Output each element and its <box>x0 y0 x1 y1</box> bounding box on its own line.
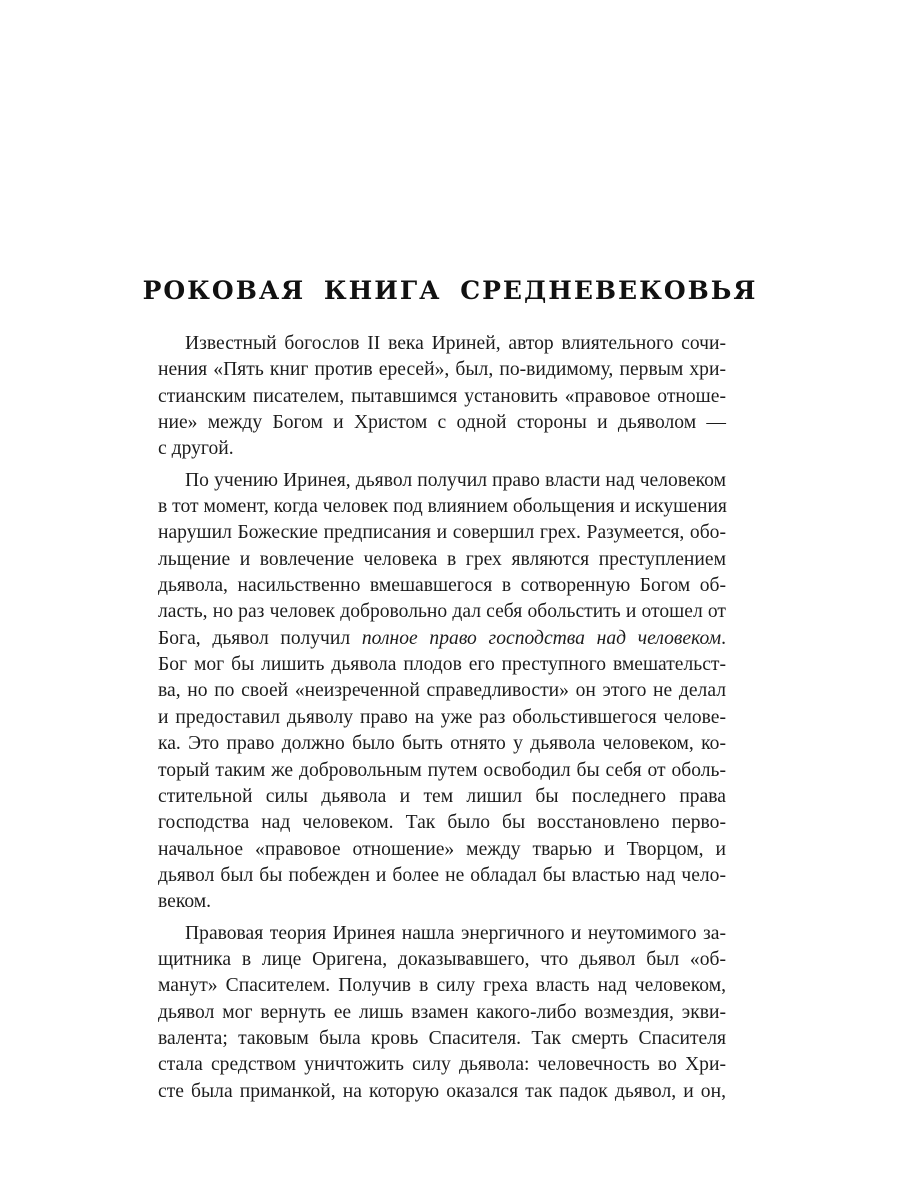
text-line: Правовая теория Иринея нашла энергичного и неутомимого за- <box>185 922 726 944</box>
text-line: ва, но по своей «неизреченной справедливости» он этого не делал <box>158 680 726 702</box>
chapter-title: РОКОВАЯ КНИГА СРЕДНЕВЕКОВЬЯ <box>142 276 758 305</box>
text-line: стианским писателем, пытавшимся установить «правовое отноше- <box>158 385 726 407</box>
text-line-with-italic <box>158 626 726 652</box>
text-line: веком. <box>158 891 212 913</box>
paragraph <box>158 468 726 916</box>
text-line: льщение и вовлечение человека в грех являются преступлением <box>158 548 726 570</box>
text-line: Бог мог бы лишить дьявола плодов его преступного вмешательст- <box>158 654 726 676</box>
text-line: сте была приманкой, на которую оказался так падок дьявол, и он, <box>158 1080 726 1102</box>
text-line: в тот момент, когда человек под влиянием обольщения и искушения <box>158 496 727 518</box>
body-text <box>158 331 726 1105</box>
text-line: торый таким же добровольным путем освободил бы себя от оболь- <box>158 759 726 781</box>
text-line: Известный богослов II века Ириней, автор влиятельного сочи- <box>185 333 726 354</box>
text-line: господства над человеком. Так было бы восстановлено перво- <box>158 812 726 834</box>
text-line: дьявола, насильственно вмешавшегося в сотворенную Богом об- <box>158 575 726 597</box>
text-line: валента; таковым была кровь Спасителя. Так смерть Спасителя <box>158 1027 726 1049</box>
text-line: По учению Иринея, дьявол получил право власти над человеком <box>185 469 726 491</box>
text-line: щитника в лице Оригена, доказывавшего, что дьявол был «об- <box>158 948 726 970</box>
text-line: нения «Пять книг против ересей», был, по-видимому, первым хри- <box>158 359 726 381</box>
text-line: начальное «правовое отношение» между тварью и Творцом, и <box>158 838 726 860</box>
paragraph <box>158 331 726 463</box>
text-line: с другой. <box>158 438 234 460</box>
text-line: стительной силы дьявола и тем лишил бы последнего права <box>158 785 726 807</box>
text-line: и предоставил дьяволу право на уже раз обольстившегося челове- <box>158 706 726 728</box>
text-line: ние» между Богом и Христом с одной стороны и дьяволом — <box>158 412 726 434</box>
text-line: ка. Это право должно было быть отнято у дьявола человеком, ко- <box>158 733 726 755</box>
text-line: ласть, но раз человек добровольно дал себя обольстить и отошел от <box>158 601 726 623</box>
text-segment: . <box>721 627 727 649</box>
text-segment: Бога, дьявол получил <box>158 627 362 649</box>
text-line: манут» Спасителем. Получив в силу греха власть над человеком, <box>158 975 726 997</box>
text-line: нарушил Божеские предписания и совершил грех. Разумеется, обо- <box>158 522 726 544</box>
text-line: стала средством уничтожить силу дьявола: человечность во Хри- <box>158 1054 726 1076</box>
text-line: дьявол был бы побежден и более не обладал бы властью над чело- <box>158 864 726 886</box>
paragraph <box>158 921 726 1105</box>
text-line: дьявол мог вернуть ее лишь взамен какого-либо возмездия, экви- <box>158 1001 726 1023</box>
italic-emphasis: полное право господства над человеком <box>361 627 722 649</box>
